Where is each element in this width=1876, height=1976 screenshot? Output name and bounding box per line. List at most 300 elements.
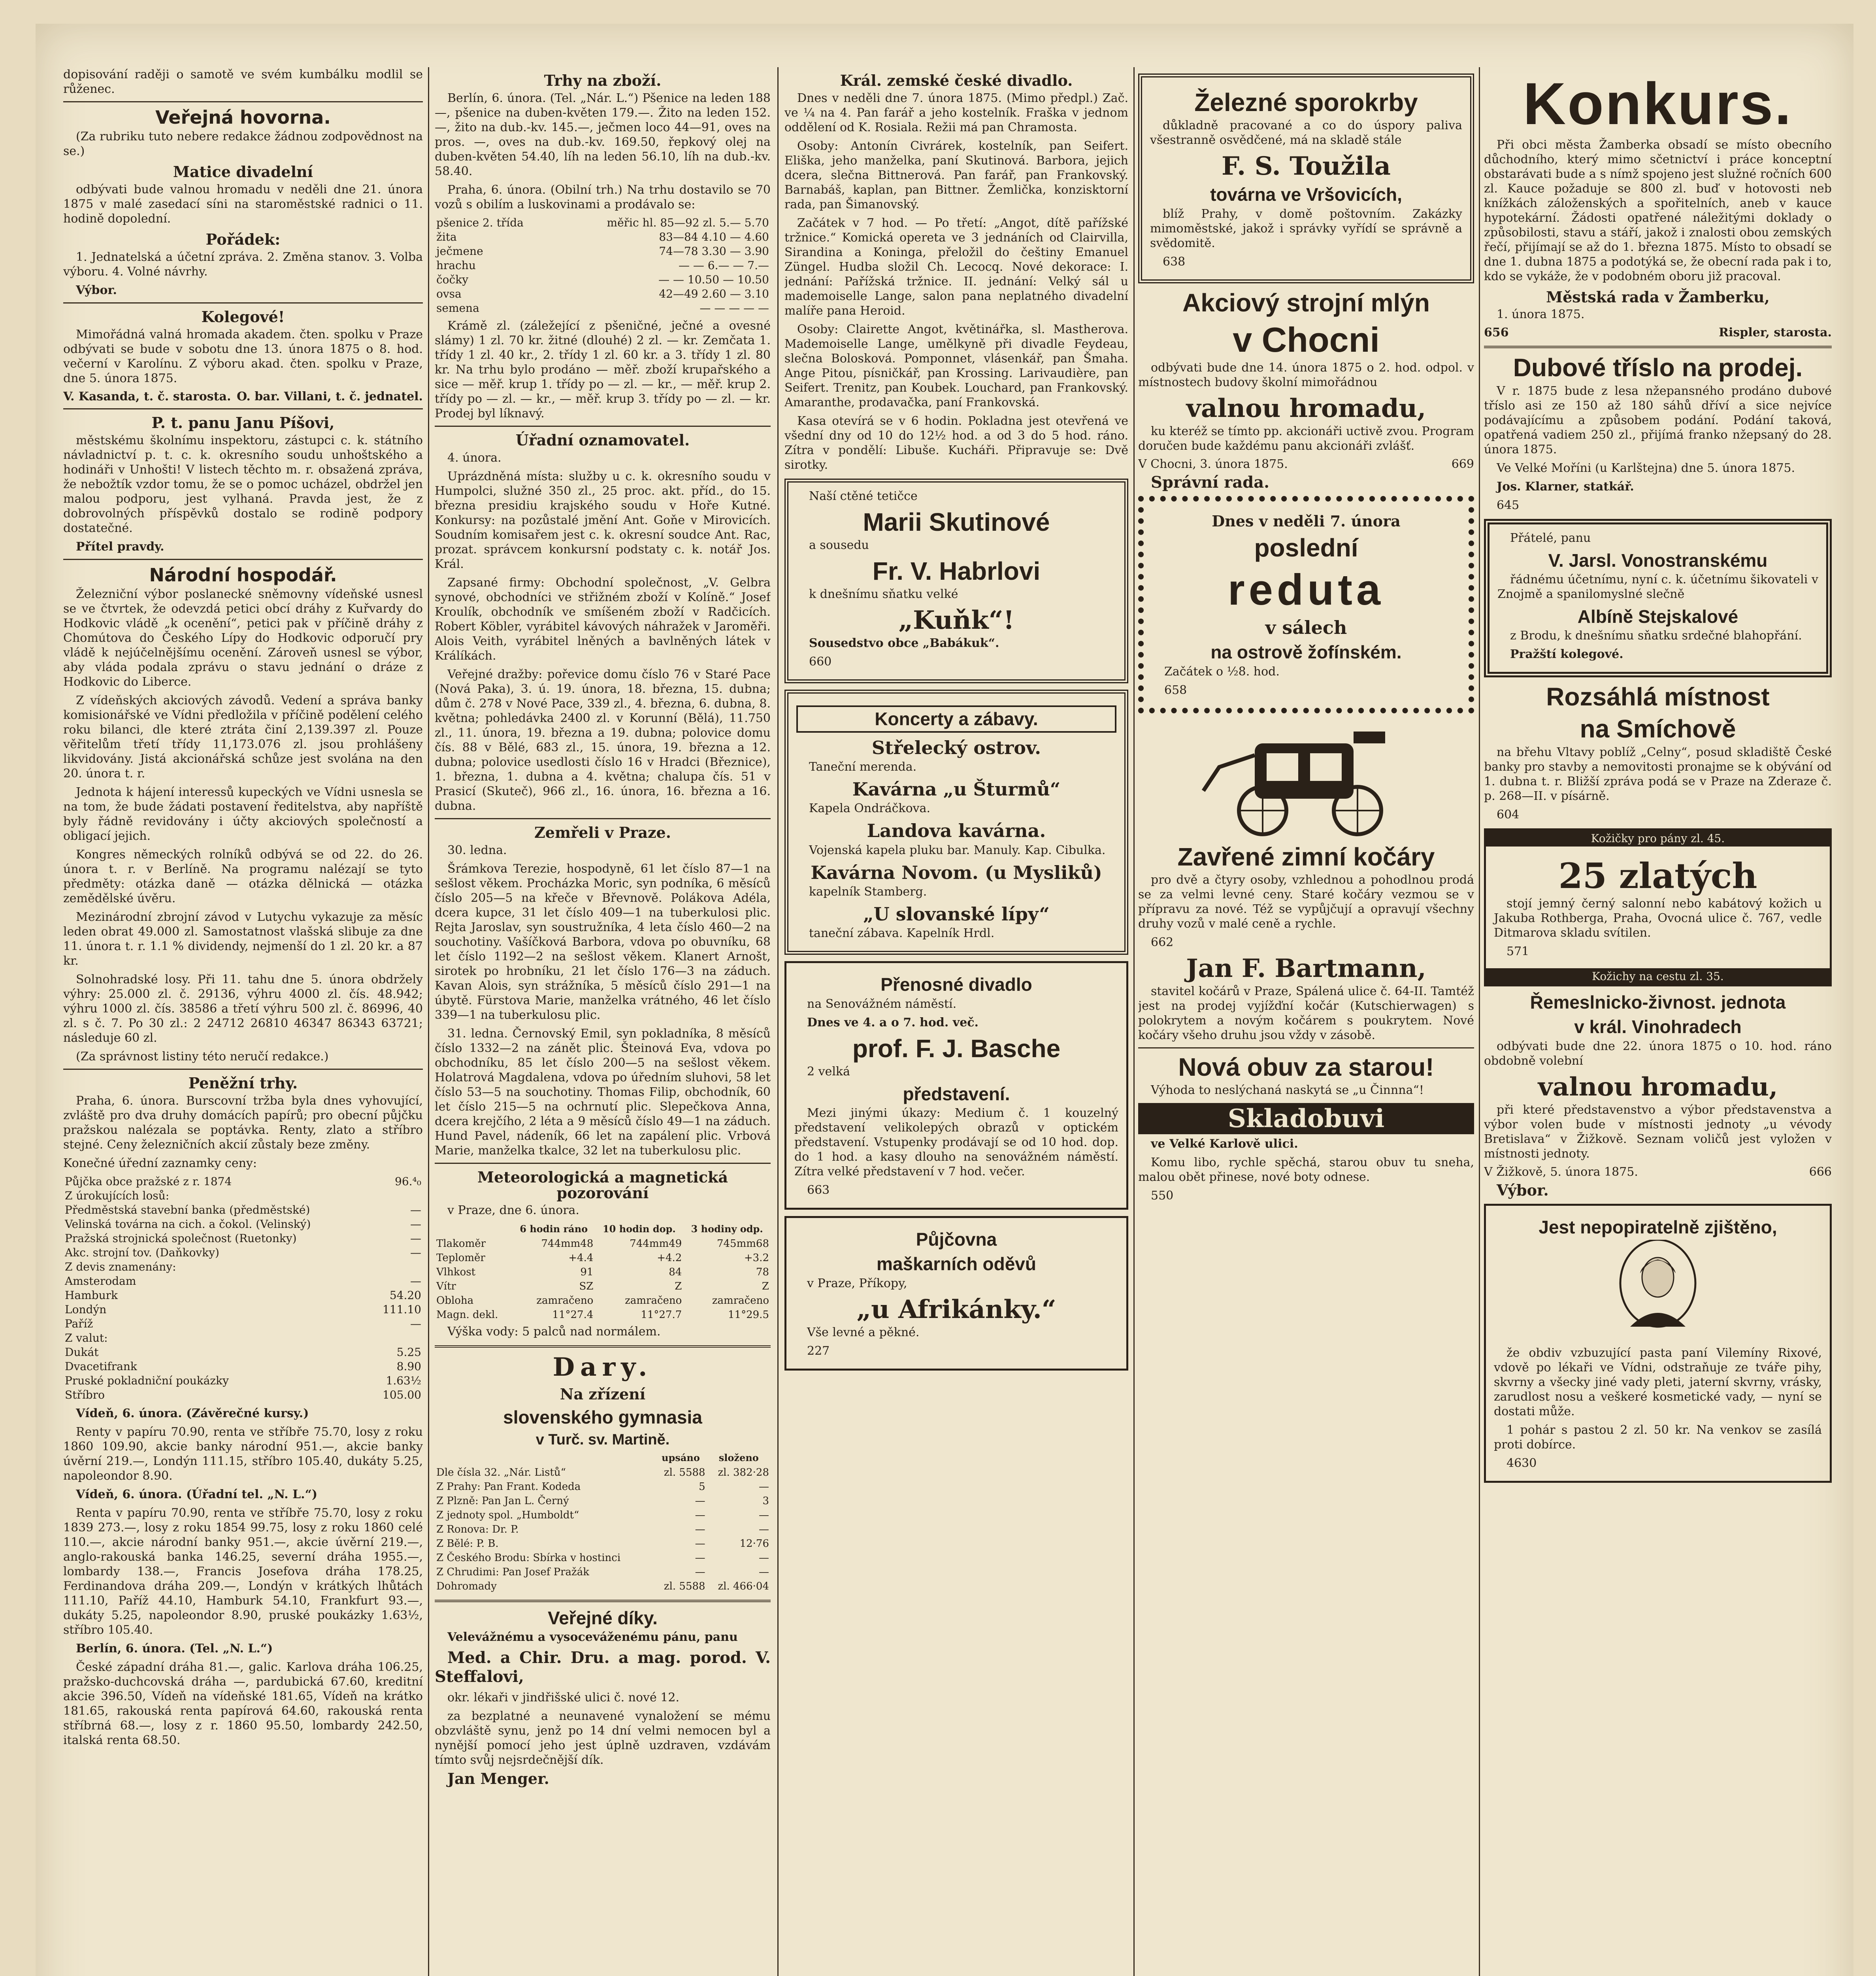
grain-name: hrachu: [436, 258, 476, 272]
reduta-heading: reduta: [1227, 565, 1385, 614]
dary-cell: zl. 5588: [664, 1580, 705, 1592]
dary-cell: Z Prahy: Pan Frant. Kodeda: [436, 1480, 581, 1493]
met-row: [435, 1293, 771, 1308]
pujcovna-sub: maškarních oděvů: [877, 1254, 1036, 1275]
grain-range: 74—78 3.30 — 3.90: [659, 244, 769, 258]
concert-desc: taneční zábava. Kapelník Hrdl.: [809, 926, 995, 941]
dary-row: [435, 1579, 771, 1593]
viden-heading: Vídeň, 6. února. (Závěrečné kursy.): [76, 1407, 309, 1421]
zemreli-paragraph: Šrámkova Terezie, hospodyně, 61 let číslo 87—1 na sešlost věkem. Procházka Moric, syn podníka, 6 měsíců číslo 205—5 na křeče v Břevnově. Polákova Adéla, dcera kupce, 31 let číslo 409—1 na tuberkulosi plic. Rejta Jaroslav, syn soustružníka, 4 leta číslo 460—2 na souchotiny. Vašíčková Barbora, vdova po obuvníku, 68 let číslo 1192—2 na sešlost věkem. Klanert Arnošt, sirotek po hrobníku, 21 let číslo 176—3 na záduch. Kavan Alois, syn strážníka, 5 měsíců číslo 291—1 na úbytě. Fürstova Marie, manželka vrátného, 46 let číslo 339—1 na tuberkulosu plic.: [435, 862, 771, 1022]
column-divider: [1133, 67, 1135, 1976]
met-cell: 78: [756, 1266, 769, 1278]
quote-name: Z valut:: [65, 1331, 108, 1345]
carriage-illustration: [1195, 720, 1417, 838]
quote-name: Amsterodam: [65, 1275, 136, 1288]
met-cell: 745mm68: [716, 1238, 769, 1250]
met-cell: zamračeno: [712, 1295, 769, 1307]
quote-value: —: [410, 1218, 421, 1231]
kolegove-sig-left: V. Kasanda, t. č. starosta.: [63, 389, 231, 403]
dary-cell: Z Bělé: P. B.: [436, 1537, 499, 1550]
quote-name: Velinská továrna na cich. a čokol. (Velinský): [65, 1218, 311, 1231]
pratele-notice: [1484, 519, 1832, 678]
grain-row: [435, 216, 771, 230]
trhy-paragraph: Berlín, 6. února. (Tel. „Nár. L.“) Pšenice na leden 188—, pšenice na duben-květen 179.—. Žito na leden 152.—, žito na dub.-kv. 145.—, ječmen loco 44—91, oves na pros. —, oves na dub.-kv. 169.50, řepkový olej na duben-květen 54.40, líh na leden 56.10, líh na dub.-kv. 58.40.: [435, 91, 771, 178]
met-cell: +4.4: [568, 1252, 594, 1264]
jednota-heading: Řemeslnicko-živnost. jednota: [1530, 992, 1786, 1013]
mistnost-num: 604: [1497, 807, 1520, 822]
column-divider: [1479, 67, 1480, 1976]
pisovi-signature: Přítel pravdy.: [76, 539, 164, 554]
divadlo-word: představení.: [903, 1083, 1010, 1104]
grain-row: [435, 287, 771, 301]
dary-row: [435, 1537, 771, 1551]
strojni-big: valnou hromadu,: [1186, 394, 1426, 424]
dary-cell: —: [695, 1537, 705, 1550]
konkurs-heading: Konkurs.: [1523, 70, 1793, 137]
concert-desc: kapelník Stamberg.: [809, 884, 927, 899]
concert-venue: „U slovanské lípy“: [863, 903, 1050, 925]
zemreli-heading: Zemřeli v Praze.: [534, 823, 671, 841]
verejne-addr: okr. lékaři v jindřišské ulici č. nové 12.: [447, 1691, 679, 1705]
quote-row: [63, 1303, 423, 1317]
grain-range: 83—84 4.10 — 4.60: [659, 230, 769, 243]
kozicky-ad: [1484, 828, 1832, 986]
quote-name: Půjčka obce pražské z r. 1874: [65, 1175, 232, 1188]
sparkasse-text: blíž Prahy, v domě poštovním. Zakázky mimoměstské, jakož i správky vyřídí se správně a svědomitě.: [1150, 207, 1462, 250]
grain-row: [435, 301, 771, 315]
column-4: [1138, 67, 1474, 1976]
viden-text: Renty v papíru 70.90, renta ve stříbře 75.70, losy z roku 1860 109.90, akcie banky národní 951.—, akcie banky úvěrní 219.—, Londýn 111.15, stříbro 105.40, dukáty 5.25, napoleondor 8.90.: [63, 1425, 423, 1483]
quote-row: [63, 1388, 423, 1402]
narodni-paragraph: Solnohradské losy. Při 11. tahu dne 5. února obdržely výhry: 25.000 zl. č. 29136, výhru 4000 zl. čís. 48.942; výhru 1000 zl. čís. 38586 a třetí výhru 500 zl. č. 86996, 40 zl. s č. 7. Po 30 zl.: 2 24712 26810 46347 86343 63721; následuje 60 zl.: [63, 973, 423, 1045]
konkurs-sig-row: [1484, 326, 1832, 339]
dary-header: [435, 1450, 654, 1465]
pratele-signature: Pražští kolegové.: [1510, 647, 1623, 662]
uradni-date: 4. února.: [447, 451, 502, 465]
grain-range: 42—49 2.60 — 3.10: [659, 287, 769, 300]
quote-name: Stříbro: [65, 1388, 105, 1402]
met-cell: 84: [669, 1266, 682, 1278]
dary-header: upsáno: [662, 1452, 700, 1463]
jednota-sub: v král. Vinohradech: [1574, 1016, 1742, 1037]
met-cell: 11°27.4: [552, 1309, 594, 1321]
theater-paragraph: Osoby: Antonín Civrárek, kostelník, pan Seifert. Eliška, jeho manželka, paní Skutinová. Barbora, jejich dcera, slečna Bittnerová. Pan farář, pan Frankovský. Barnabáš, kaplan, pan Bittner. Žemlička, konzisktorní rada, pan Šimanovský.: [784, 139, 1128, 211]
dary-cell: zl. 382·28: [718, 1466, 769, 1478]
matice-heading: Matice divadelní: [173, 163, 313, 181]
met-row: [435, 1251, 771, 1265]
quote-row: [63, 1274, 423, 1288]
uradni-paragraph: Uprázdněná místa: služby u c. k. okresního soudu v Humpolci, služné 350 zl., 25 proc. akt. příd., do 15. března presidiu krajského soudu v Hoře Kutné. Konkursy: na pozůstalé jmění Ant. Goňe v Mirovicích. Soudním komisařem jest c. k. okresní soudce Ant. Rac, prozat. správcem konkursní podstaty c. k. notář Jos. Král.: [435, 469, 771, 571]
dary-cell: Z Plzně: Pan Jan L. Černý: [436, 1495, 569, 1507]
divadlo-text: Mezi jinými úkazy: Medium č. 1 kouzelný představení velikolepých obrazů v optickém představení. Vstupenky prodávají se od 10 hod. dop. do 1 hod. a kasy dlouho na senovážném náměstí. Zítra velké představení v 7 hod. večer.: [794, 1106, 1118, 1179]
kocary-heading: Zavřené zimní kočáry: [1177, 842, 1435, 871]
obuv-heading: Nová obuv za starou!: [1178, 1052, 1434, 1081]
mistnost-text: na břehu Vltavy poblíž „Celny“, posud skladiště České banky pro stavby a nemovitosti pronajme se k obývání od 1. dubna t. r. Bližší zpráva podá se v Praze na Zderaze č. p. 268—II. v písárně.: [1484, 745, 1832, 803]
grain-name: pšenice 2. třída: [436, 216, 524, 229]
quote-name: Dvacetifrank: [65, 1360, 137, 1373]
quote-row: [63, 1374, 423, 1388]
obuv-text: Komu libo, rychle spěchá, starou obuv tu sneha, malou obět přinese, nové boty odnese.: [1138, 1156, 1474, 1184]
concert-desc: Vojenská kapela pluku bar. Manuly. Kap. Cibulka.: [809, 843, 1106, 857]
wedding-num: 660: [809, 655, 832, 669]
concert-desc: Taneční merenda.: [809, 760, 917, 774]
narodni-heading: Národní hospodář.: [149, 564, 337, 586]
reduta-place: na ostrově žofínském.: [1210, 642, 1402, 663]
met-cell: Z: [762, 1280, 769, 1293]
quote-row: [63, 1260, 423, 1274]
theater-paragraph: Začátek v 7 hod. — Po třetí: „Angot, dítě pařížské tržnice.“ Komická opereta ve 3 jednáních od Clairvilla, Sirandina a Koninga, přeložil do češtiny Emanuel Züngel. Hudba složil Ch. Lecocq. Nové dekorace: I. jednání: Pařížská tržnice. II. jednání: Velký sál u mademoiselle Lange, salon pana neplatného divadelní malíře pana Heroid.: [784, 216, 1128, 318]
matice-signature: Výbor.: [76, 283, 117, 298]
obuv-num: 550: [1151, 1189, 1174, 1203]
dary-cell: —: [759, 1552, 769, 1564]
dary-row: [435, 1565, 771, 1579]
divadlo-count: 2 velká: [807, 1064, 850, 1079]
theater-heading: Král. zemské české divadlo.: [840, 72, 1073, 89]
grain-row: [435, 230, 771, 244]
zjisteno-text: 1 pohár s pastou 2 zl. 50 kr. Na venkov se zasílá proti dobírce.: [1494, 1423, 1822, 1452]
grain-name: semena: [436, 301, 479, 315]
berlin-text: České západní dráha 81.—, galic. Karlova dráha 106.25, pražsko-duchcovská dráha —, pardubická 67.60, kreditní akcie 396.50, Vídeň na vídeňské 181.65, Vídeň na krátko 181.65, rakouská renta papírová 64.60, rakouská renta stříbrná 68.—, losy z r. 1860 95.50, lombardy 242.50, italská renta 68.50.: [63, 1660, 423, 1748]
kocary-text: pro dvě a čtyry osoby, vzhlednou a pohodlnou prodá se za velmi levné ceny. Staré kočáry vezmou se v přípravu za nové. Též se vypůjčují a opravují všechny druhy vozů v malé ceně a rychle.: [1138, 873, 1474, 931]
grain-row: [435, 244, 771, 258]
dary-row: [435, 1494, 771, 1508]
zemreli-date: 30. ledna.: [447, 843, 507, 857]
kozicky-text: stojí jemný černý salonní nebo kabátový kožich u Jakuba Rothberga, Praha, Ovocná ulice č. 767, vedle Ditmarova skladu svítilen.: [1494, 896, 1822, 940]
concert-venue: Kavárna „u Šturmů“: [852, 779, 1061, 800]
dary-cell: Z Českého Brodu: Sbírka v hostinci: [436, 1552, 621, 1564]
poradek-heading: Pořádek:: [206, 230, 281, 249]
met-cell: 91: [580, 1266, 594, 1278]
pratele-text: z Brodu, k dnešnímu sňatku srdečné blahopřání.: [1510, 629, 1802, 643]
wedding-text: k dnešnímu sňatku velké: [809, 587, 958, 601]
concert-venue: Kavárna Novom. (u Mysliků): [811, 862, 1102, 883]
reduta-place: v sálech: [1265, 617, 1347, 639]
strojni-num: 669: [1451, 457, 1474, 471]
jednota-text: při které představenstvo a výbor představenstva a výbor volen bude v místnosti jednoty „u vévody Bretislava“ v Žižkově. Seznam voličů jest vyložen v místnosti jednoty.: [1484, 1103, 1832, 1161]
wedding-word: „Kuňk“!: [898, 605, 1014, 635]
theater-paragraph: Kasa otevírá se v 6 hodin. Pokladna jest otevřená ve všední dny od 10 do 12½ hod. a od 3 do 5 hod. ráno. Zítra v pondělí: Libuše. Kucháři. Připravuje se: Dvě sirotky.: [784, 414, 1128, 472]
quote-value: 111.10: [383, 1303, 421, 1316]
dary-cell: Z jednoty spol. „Humboldt“: [436, 1509, 579, 1521]
met-cell: Magn. dekl.: [436, 1309, 498, 1321]
quotes-table: [63, 1175, 423, 1402]
pratele-text: řádnému účetnímu, nyní c. k. účetnímu šikovateli v Znojmě a spanilomyslné slečně: [1497, 572, 1818, 601]
uradni-paragraph: Zapsané firmy: Obchodní společnost, „V. Gelbra synové, obchodníci ve střižném zboží v Kolíně.“ Josef Kroulík, obchodník ve smíšeném zboží v Radčicích. Robert Köbler, vyrábitel kávových náhražek v Jaroměři. Alois Veith, vyrábitel lněných a bavlněných látek v Králíkách.: [435, 575, 771, 663]
dary-cell: Dohromady: [436, 1580, 497, 1592]
penezni-text: Praha, 6. února. Burscovní tržba byla dnes vyhovující, zvláště pro dva druhy domácích papírů; pro obecní půjčku pražskou nalézala se poptávka. Renty, zlato a stříbro stejné. Ceny železničních akcií zůstaly beze změny.: [63, 1094, 423, 1152]
divadlo-sub: na Senovážném náměstí.: [807, 997, 957, 1011]
newspaper-page: [36, 24, 1853, 1976]
dary-header: složeno: [718, 1452, 759, 1463]
wedding-pre: Naší ctěné tetičce: [809, 489, 918, 503]
quote-row: [63, 1203, 423, 1217]
dubove-heading: Dubové tříslo na prodej.: [1513, 353, 1803, 382]
theater-paragraph: Osoby: Clairette Angot, květinářka, sl. Mastherova. Mademoiselle Lange, umělkyně při divadle Feydeau, slečna Bolosková. Pomponnet, vlásenkář, pan Šmaha. Ange Pitou, písničkář, pan Krossing. Larivaudière, pan Seifert. Trenitz, pan Koubek. Louchard, pan Frankovský. Amaranthe, prodavačka, paní Frankovská.: [784, 322, 1128, 409]
quote-row: [63, 1189, 423, 1203]
quote-name: Londýn: [65, 1303, 107, 1316]
met-cell: Vlhkost: [436, 1266, 476, 1278]
konkurs-signature: Rispler, starosta.: [1719, 326, 1832, 340]
trhy-paragraph: Krámě zl. (záležející z pšeničné, ječné a ovesné slámy) 1 zl. 70 kr. žitné (dlouhé) 2 zl. — kr. Zemčata 1. třídy 1 zl. 40 kr., 2. třídy 1 zl. 60 kr. a 3. třídy 1 zl. 80 kr. Na trhu bylo prodáno — měř. zboží krupařského a sice — měř. krup 1. třídy po — zl. — kr., — měř. krup 2. třídy po — zl. — kr., — měř. krup 3. třídy po — zl. — kr. Prodej byl líknavý.: [435, 319, 771, 420]
verejne-signature: Jan Menger.: [447, 1770, 549, 1788]
met-cell: +3.2: [744, 1252, 769, 1264]
wedding-signature: Sousedstvo obce „Babákuk“.: [809, 636, 999, 650]
narodni-paragraph: Jednota k hájení interessů kupeckých ve Vídni usnesla se na tom, že bude žádati postavení ředitelstva, aby napříště byly řádně revidovány i účty akciových společností a obligací jejich.: [63, 785, 423, 843]
quote-row: [63, 1175, 423, 1189]
wedding-name: Marii Skutinové: [863, 507, 1050, 536]
quote-value: 54.20: [389, 1289, 421, 1302]
viden2-heading: Vídeň, 6. února. (Úřadní tel. „N. L.“): [76, 1488, 318, 1502]
dary-cell: 12·76: [739, 1537, 769, 1550]
quote-name: Z úrokujících losů:: [65, 1189, 170, 1203]
narodni-paragraph: Kongres německých rolníků odbývá se od 22. do 26. února t. r. v Berlíně. Na programu nalézají se tyto předměty: otázka daně — otázka dělnická — otázka zemědělské úvěru.: [63, 848, 423, 906]
dary-row: [435, 1465, 771, 1480]
dary-sub: slovenského gymnasia: [503, 1407, 702, 1427]
portrait-illustration: [1614, 1240, 1701, 1342]
sparkasse-name: F. S. Toužila: [1222, 151, 1391, 181]
grain-name: žita: [436, 230, 457, 243]
dary-table: [435, 1450, 771, 1593]
quote-name: Paříž: [65, 1317, 93, 1331]
matice-text: odbývati bude valnou hromadu v neděli dne 21. února 1875 v malé zasedací síni na staroměstské radnici o 11. hodině dopolední.: [63, 183, 423, 226]
dary-cell: —: [759, 1480, 769, 1493]
divadlo-time: Dnes ve 4. a o 7. hod. več.: [807, 1015, 979, 1029]
pujcovna-name: „u Afrikánky.“: [856, 1294, 1056, 1324]
hovorna-heading: Veřejná hovorna.: [155, 107, 331, 128]
quote-row: [63, 1246, 423, 1260]
met-row: [435, 1265, 771, 1279]
verejne-name: Med. a Chir. Dru. a mag. porod. V. Steffalovi,: [435, 1648, 771, 1686]
strojni-text: ku kteréž se tímto pp. akcionáři uctivě zvou. Program doručen bude každému panu akcionáři zvlášť.: [1138, 424, 1474, 453]
met-row: [435, 1308, 771, 1322]
berlin-heading: Berlín, 6. února. (Tel. „N. L.“): [76, 1642, 273, 1656]
jednota-date-line: [1484, 1165, 1832, 1179]
quotes-heading: Konečné úřední zaznamky ceny:: [63, 1156, 257, 1171]
dary-sub: Na zřízení: [560, 1385, 646, 1403]
dary-cell: 5: [699, 1480, 705, 1493]
sparkasse-addr: továrna ve Vršovicích,: [1210, 184, 1402, 205]
dubove-num: 645: [1497, 498, 1520, 512]
grain-table: [435, 216, 771, 315]
met-table: [435, 1222, 771, 1322]
kolegove-text: Mimořádná valná hromada akadem. čten. spolku v Praze odbývati se bude v sobotu dne 13. února 1875 o 8. hod. večerní v Karolínu. Z výboru akad. čten. spolku v Praze, dne 5. února 1875.: [63, 327, 423, 385]
pujcovna-num: 227: [807, 1344, 830, 1358]
kocary-name: Jan F. Bartmann,: [1186, 953, 1426, 983]
quote-name: Dukát: [65, 1346, 99, 1359]
kozicky-bottom: Kožichy na cestu zl. 35.: [1486, 968, 1830, 984]
viden2-text: Renta v papíru 70.90, renta ve stříbře 75.70, losy z roku 1839 273.—, losy z roku 1854 99.75, losy z roku 1860 celé 110.—, akcie národní banky 951.—, akcie úvěrní 219.—, anglo-rakouská banka 146.25, severní dráha 1955.—, lombardy 138.—, Francis Josefova dráha 178.25, Ferdinandova dráha 209.—, Londýn v krátkých lhůtách 111.10, Paříž 44.10, Hamburk 54.10, Frankfurt 93.—, dukáty 5.25, napoleondor 8.90, pruské poukázky 1.63¹⁄₂, stříbro 105.40.: [63, 1506, 423, 1637]
quote-row: [63, 1317, 423, 1331]
concert-venue: Landova kavárna.: [867, 820, 1046, 842]
narodni-paragraph: Mezinárodní zbrojní závod v Lutychu vykazuje za měsíc leden obrat 49.000 zl. Samostatnost vlašská slibuje za dne 11. února t. r. 1.1 % dividendy, nejmenší do 1 zl. 20 kr. a 87 kr.: [63, 910, 423, 968]
wedding-mid: a sousedu: [809, 538, 869, 552]
met-cell: zamračeno: [536, 1295, 594, 1307]
dary-heading: Dary.: [552, 1352, 653, 1382]
met-note: Výška vody: 5 palců nad normálem.: [447, 1325, 661, 1339]
verejne-text: Velevážnému a vysoceváženému pánu, panu: [447, 1630, 738, 1644]
pisovi-heading: P. t. panu Janu Píšovi,: [151, 413, 335, 432]
met-cell: Obloha: [436, 1295, 474, 1307]
jednota-big: valnou hromadu,: [1538, 1072, 1778, 1102]
pratele-name: Albíně Stejskalové: [1577, 606, 1738, 627]
obuv-name: Skladobuvi: [1138, 1103, 1474, 1134]
verejne-heading: Veřejné díky.: [548, 1607, 658, 1628]
met-row: [435, 1237, 771, 1251]
quote-value: —: [410, 1232, 421, 1245]
quote-value: 8.90: [396, 1360, 421, 1373]
dary-cell: —: [759, 1523, 769, 1535]
met-cell: +4.2: [657, 1252, 682, 1264]
quote-row: [63, 1231, 423, 1246]
concert-venue: Střelecký ostrov.: [871, 737, 1041, 758]
pujcovna-place: v Praze, Příkopy,: [807, 1276, 907, 1290]
grain-range: — — 10.50 — 10.50: [658, 273, 769, 286]
sparkasse-text: důkladně pracované a co do úspory paliva všestranně osvědčené, má na skladě stále: [1150, 119, 1462, 147]
dary-cell: zl. 5588: [664, 1466, 705, 1478]
wedding-notice: [784, 479, 1128, 684]
quote-value: —: [410, 1275, 421, 1288]
dary-cell: —: [695, 1552, 705, 1564]
column-divider: [777, 67, 779, 1976]
konkurs-sig-line: Městská rada v Žamberku,: [1546, 288, 1770, 306]
theater-paragraph: Dnes v neděli dne 7. února 1875. (Mimo předpl.) Zač. ve ¼ na 4. Pan farář a jeho kostelník. Fraška v jednom oddělení od K. Rosiala. Režii má pan Chramosta.: [784, 91, 1128, 134]
met-header: [435, 1222, 513, 1237]
divadlo-ad: [784, 961, 1128, 1210]
met-cell: 11°29.5: [728, 1309, 769, 1321]
kozicky-big: 25 zlatých: [1558, 855, 1757, 896]
strojni-date-line: [1138, 457, 1474, 471]
sparkasse-heading: Železné sporokrby: [1194, 88, 1418, 117]
penezni-heading: Peněžní trhy.: [188, 1074, 298, 1092]
kolegove-sig-right: O. bar. Villani, t. č. jednatel.: [237, 389, 423, 403]
quote-value: [371, 1189, 423, 1203]
strojni-place: v Chocni: [1233, 320, 1380, 359]
concerts-box: [784, 690, 1128, 955]
dary-cell: —: [695, 1523, 705, 1535]
jednota-text: odbývati bude dne 22. února 1875 o 10. hod. ráno obdobně volební: [1484, 1039, 1832, 1068]
concert-desc: Kapela Ondráčkova.: [809, 801, 931, 816]
konkurs-num: 656: [1484, 326, 1509, 340]
dary-cell: —: [695, 1566, 705, 1578]
dary-sub: v Turč. sv. Martině.: [535, 1431, 670, 1448]
quote-row: [63, 1331, 423, 1345]
grain-range: — — 6.— — 7.—: [678, 258, 769, 272]
uradni-paragraph: Veřejné dražby: pořevice domu číslo 76 v Staré Pace (Nová Paka), 3. ú. 19. února, 18. března, 15. dubna; dům č. 278 v Nové Pace, 339 zl., 4. března, 6. dubna, 8. května; pohledávka 2400 zl. v Korunní (Bělá), 11.750 zl., 11. února, 19. března a 19. dubna; polovice domu čís. 88 v Bělé, 683 zl., 15. února, 19. března a 12. dubna; polovice usedlosti číslo 16 v Hradci (Březnice), 1. března, 1. dubna a 4. května; chalupa čís. 51 v Prasicí (Skuteč), 966 zl., 16. února, 16. března a 16. dubna.: [435, 667, 771, 813]
kozicky-num: 571: [1506, 944, 1529, 958]
redakce-note: (Za správnost listiny této neručí redakce.): [76, 1050, 329, 1064]
column-3: [784, 67, 1128, 1976]
grain-row: [435, 273, 771, 287]
zjisteno-ad: [1484, 1204, 1832, 1483]
quote-name: Z devis znamenány:: [65, 1260, 176, 1274]
dary-row: [435, 1480, 771, 1494]
reduta-start: Začátek o ¹⁄₂8. hod.: [1164, 664, 1280, 679]
grain-name: čočky: [436, 273, 469, 286]
dary-cell: Dle čísla 32. „Nár. Listů“: [436, 1466, 566, 1478]
dary-row: [435, 1508, 771, 1522]
jednota-num: 666: [1809, 1165, 1832, 1179]
quote-name: Pražská strojnická společnost (Ruetonky): [65, 1232, 297, 1245]
met-cell: Tlakoměr: [436, 1238, 486, 1250]
trhy-heading: Trhy na zboží.: [544, 72, 662, 89]
met-header: 10 hodin dop.: [602, 1223, 676, 1235]
grain-name: ovsa: [436, 287, 462, 300]
kocary-num: 662: [1151, 935, 1174, 949]
met-row: [435, 1279, 771, 1293]
kocary-addr: stavitel kočárů v Praze, Spálená ulice č. 64-II. Tamtéž jest na prodej vyjížďní kočár (Kutschierwagen) s polokrytem a novým kočárem s poukrytem. Nové kočáry všeho druhu jsou vždy v zásobě.: [1138, 984, 1474, 1042]
dary-cell: zl. 466·04: [718, 1580, 769, 1592]
zjisteno-heading: Jest nepopiratelně zjištěno,: [1539, 1216, 1777, 1237]
divadlo-name: prof. F. J. Basche: [852, 1034, 1061, 1063]
kolegove-signatures: [63, 390, 423, 403]
sparkasse-num: 638: [1163, 255, 1186, 269]
pujcovna-ad: [784, 1216, 1128, 1371]
zjisteno-num: 4630: [1506, 1456, 1537, 1471]
quote-name: Pruské pokladniční poukázky: [65, 1374, 229, 1388]
sparkasse-ad: [1138, 74, 1474, 283]
pratele-heading: Přátelé, panu: [1510, 531, 1591, 545]
jednota-signature: Výbor.: [1497, 1181, 1549, 1199]
dubove-signature: Jos. Klarner, statkář.: [1497, 479, 1634, 494]
grain-range: — — — — —: [699, 301, 769, 315]
met-cell: 11°27.7: [641, 1309, 682, 1321]
quote-value: 105.00: [383, 1388, 421, 1402]
reduta-pre: poslední: [1254, 534, 1358, 562]
strojni-date: V Chocni, 3. února 1875.: [1138, 457, 1288, 471]
quote-value: [371, 1260, 423, 1274]
quote-name: Předměstská stavební banka (předměstské): [65, 1203, 310, 1217]
grain-row: [435, 258, 771, 273]
dary-cell: Z Chrudimi: Pan Josef Pražák: [436, 1566, 590, 1578]
mistnost-sub: na Smíchově: [1580, 715, 1736, 743]
met-header: 3 hodiny odp.: [691, 1223, 763, 1235]
verejne-text: za bezplatné a neunavené vynaložení se mému obzvláště synu, jenž po 14 dní velmi nemocen byl a nynější pomocí jeho jest úplně uzdraven, vzdávám tímto svůj nejsrdečnější dík.: [435, 1709, 771, 1767]
quote-row: [63, 1217, 423, 1231]
intro-text: dopisování raději o samotě ve svém kumbálku modlil se růženec.: [63, 68, 423, 96]
pisovi-text: městskému školnímu inspektoru, zástupci c. k. státního návladnictví p. t. c. k. okresního soudu unhoštského a hodináři v Unhošti! V listech těchto m. r. obsažená zpráva, že nebožtík vzdor tomu, že se o pomoc ucházel, obdržel jen malou podporu, jest vylhaná. Pravda jest, že z dobrovolných příspěvků dostalo se rodině podpory dostatečné.: [63, 433, 423, 535]
dary-cell: —: [759, 1566, 769, 1578]
strojni-heading: Akciový strojní mlýn: [1182, 288, 1430, 317]
concerts-heading: Koncerty a zábavy.: [796, 705, 1116, 732]
quote-value: —: [410, 1317, 421, 1331]
quote-name: Akc. strojní tov. (Daňkovky): [65, 1246, 219, 1260]
met-heading: Meteorologická a magnetická pozorování: [477, 1168, 728, 1202]
dubove-date: Ve Velké Moříni (u Karlštejna) dne 5. února 1875.: [1497, 461, 1795, 475]
narodni-paragraph: Z vídeňských akciových závodů. Vedení a správa banky komisionářské ve Vídni předložila v příčině podělení celého roku bilanci, dle které ztráta činí 2,139.397 zl. Pouze věřitelům třetí třídy 11,173.076 zl. jsou prohlášeny likvidovány. Jistá akcionářská schůze jest svolána na den 20. února t. r.: [63, 694, 423, 781]
dary-row: [435, 1522, 771, 1537]
narodni-paragraph: Železniční výbor poslanecké sněmovny vídeňské usnesl se ve čtvrtek, že odevzdá petici obcí dráhy z Kuřvardy do Hodkovic vládě „k ocenění“, petici pak v příčině dráhy z Chomútova do Českého Lípy do Hodkovic odporučí pry vládě k nejúčelnějšímu ocenění. Zároveň usnesl se výbor, aby vláda podala zprávu o stavu jednání o dráze z Hodkovic do Liberce.: [63, 587, 423, 689]
strojni-signature: Správní rada.: [1151, 473, 1270, 492]
mistnost-heading: Rozsáhlá místnost: [1546, 683, 1770, 711]
quote-value: [371, 1331, 423, 1345]
kolegove-heading: Kolegové!: [201, 308, 285, 326]
met-header: 6 hodin ráno: [520, 1223, 588, 1235]
column-2: [435, 67, 771, 1976]
obuv-text: Výhoda to neslýchaná naskytá se „u Činnna“!: [1151, 1083, 1424, 1097]
dary-cell: Z Ronova: Dr. P.: [436, 1523, 519, 1535]
dary-row: [435, 1551, 771, 1565]
pratele-name: V. Jarsl. Vonostranskému: [1548, 550, 1768, 571]
met-place: v Praze, dne 6. února.: [447, 1203, 579, 1218]
quote-value: —: [410, 1203, 421, 1217]
quote-row: [63, 1345, 423, 1359]
dary-cell: —: [695, 1495, 705, 1507]
quote-value: —: [410, 1246, 421, 1260]
met-cell: Vítr: [436, 1280, 456, 1293]
grain-name: ječmene: [436, 244, 483, 258]
pujcovna-note: Vše levné a pěkné.: [807, 1325, 920, 1339]
reduta-ad: [1138, 496, 1474, 713]
